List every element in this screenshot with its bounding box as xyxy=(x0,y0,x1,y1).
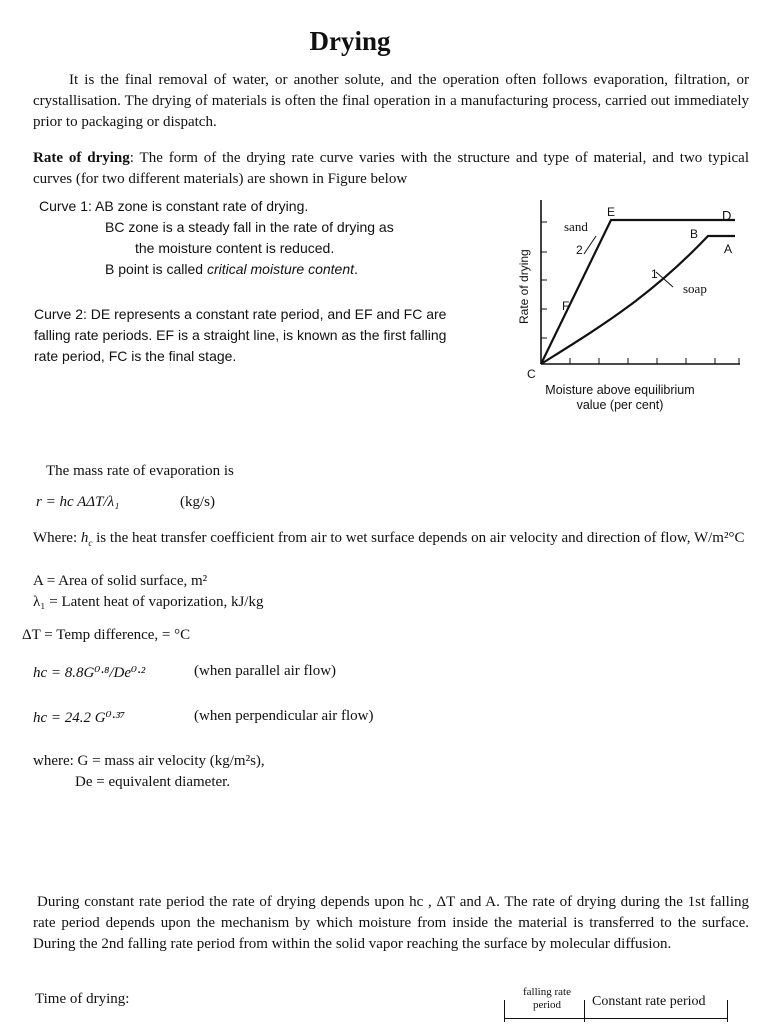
hc-symbol: h xyxy=(80,530,89,546)
mass-air-velocity-definition: where: G = mass air velocity (kg/m²s), xyxy=(33,753,265,769)
where-label: Where: xyxy=(33,530,81,546)
constant-rate-period-label: Constant rate period xyxy=(592,994,706,1009)
point-e-label: E xyxy=(607,205,616,219)
area-definition: A = Area of solid surface, m² xyxy=(33,573,208,589)
intro-paragraph: It is the final removal of water, or another solute, and the operation often follows evaporation, filtration, or crystallisation. The drying of materials is often the final operation in a manufacturing process, carried out immediately prior to packaging or dispatch. xyxy=(33,72,749,130)
curve-1-number: 1 xyxy=(651,267,658,281)
point-f-label: F xyxy=(562,299,570,313)
point-c-label: C xyxy=(527,367,536,381)
hc-subscript: c xyxy=(88,538,93,548)
x-axis-ticks xyxy=(570,358,739,364)
critical-moisture-term: critical moisture content xyxy=(206,261,355,277)
rate-paragraph xyxy=(33,148,749,190)
hc-perpendicular-note: (when perpendicular air flow) xyxy=(194,708,374,724)
temp-difference-definition: ΔT = Temp difference, = °C xyxy=(22,627,191,643)
curve1-line4-a: B point is called xyxy=(105,261,207,277)
rate-heading: Rate of drying xyxy=(33,150,130,166)
x-axis-label-line1: Moisture above equilibrium xyxy=(545,383,695,397)
falling-rate-period-label xyxy=(500,986,594,1012)
mass-rate-intro: The mass rate of evaporation is xyxy=(46,463,234,479)
sand-label: sand xyxy=(564,219,588,234)
falling-rate-line1: falling rate xyxy=(523,986,571,998)
page-title: Drying xyxy=(309,26,391,56)
curve1-line4 xyxy=(105,261,358,277)
leader-2 xyxy=(584,236,596,254)
rate-periods-paragraph: During constant rate period the rate of drying depends upon hc , ΔT and A. The rate of drying during the 1st falling rate period depends upon the mechanism by which moisture from inside the material is transferred to the surface. During the 2nd falling rate period from within the solid vapor reaching the surface by molecular diffusion. xyxy=(33,894,749,952)
hc-perpendicular-equation: hc = 24.2 G⁰·³⁷ xyxy=(33,710,126,726)
point-a-label: A xyxy=(724,242,733,256)
rate-text: : The form of the drying rate curve varies with the structure and type of material, and two typical curves (for two different materials) are shown in Figure below xyxy=(33,150,749,187)
leader-soap xyxy=(656,272,673,287)
curve-2-number: 2 xyxy=(576,243,583,257)
hc-definition-text: is the heat transfer coefficient from air to wet surface depends on air velocity and direction of flow, W/m²°C xyxy=(92,530,745,546)
hc-parallel-note: (when parallel air flow) xyxy=(194,663,337,679)
point-d-label: D xyxy=(722,208,732,223)
falling-rate-line2: period xyxy=(532,999,562,1011)
drying-rate-figure xyxy=(510,192,760,422)
hc-parallel-equation: hc = 8.8G⁰·⁸/De⁰·² xyxy=(33,665,146,681)
curve1-line1: Curve 1: AB zone is constant rate of drying. xyxy=(39,198,309,214)
y-axis-label: Rate of drying xyxy=(517,249,531,324)
point-b-label: B xyxy=(690,227,699,241)
y-axis-ticks xyxy=(541,222,547,338)
curve1-line2: BC zone is a steady fall in the rate of drying as xyxy=(105,219,394,235)
time-of-drying-label: Time of drying: xyxy=(35,991,130,1007)
x-axis-label-line2: value (per cent) xyxy=(576,398,664,412)
period-bound-right xyxy=(727,1000,728,1022)
curve2-paragraph: Curve 2: DE represents a constant rate period, and EF and FC are falling rate periods. EF is a straight line, is known as the first falling rate period, FC is the final stage. xyxy=(34,306,447,364)
mass-rate-formula: r = hc AΔT/λ₁ xyxy=(36,494,120,510)
where-hc-definition xyxy=(33,528,749,549)
latent-heat-definition: λ₁ = Latent heat of vaporization, kJ/kg xyxy=(33,594,264,610)
curve-1-soap xyxy=(541,236,735,364)
curve1-line3: the moisture content is reduced. xyxy=(135,240,335,256)
equivalent-diameter-definition: De = equivalent diameter. xyxy=(75,774,231,790)
mass-rate-unit: (kg/s) xyxy=(180,494,215,510)
soap-label: soap xyxy=(683,281,707,296)
curve1-line4-c: . xyxy=(354,261,358,277)
period-arrow-line xyxy=(505,1018,727,1019)
period-diagram xyxy=(500,986,732,1024)
